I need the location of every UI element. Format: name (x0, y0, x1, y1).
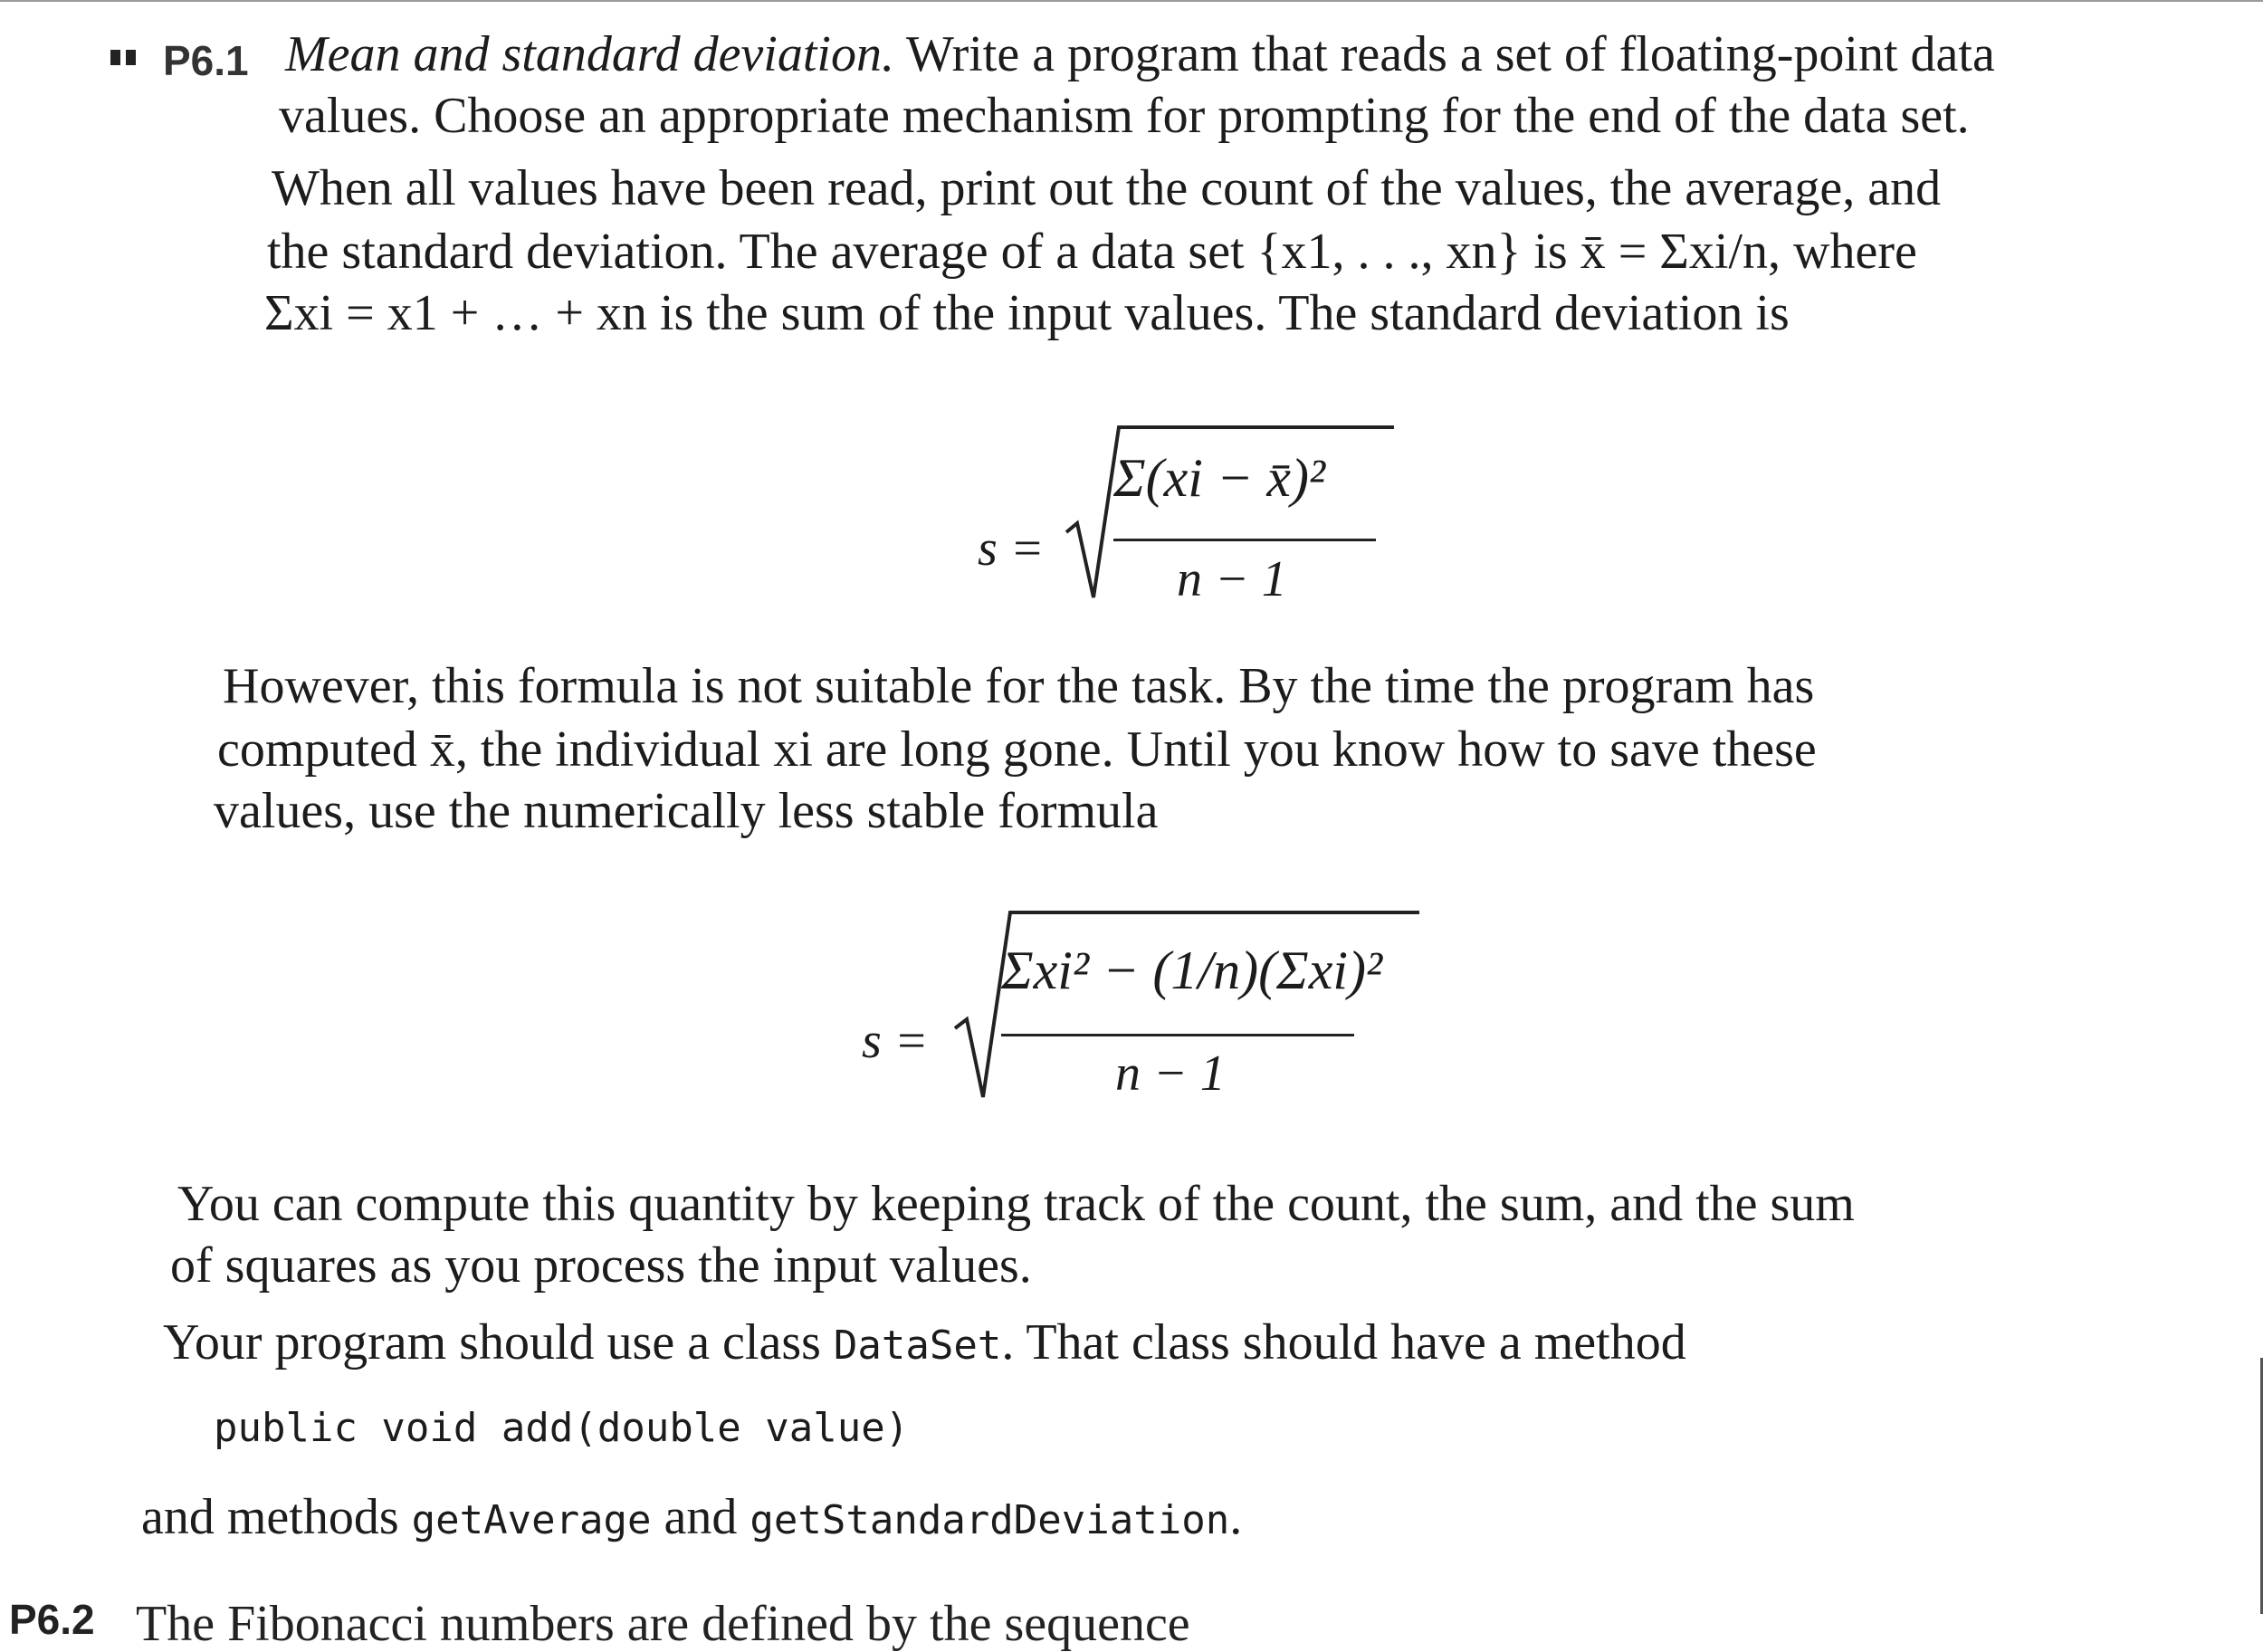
next-exercise-number: P6.2 (9, 1596, 95, 1643)
formula-2-fraction-bar (1001, 1034, 1354, 1036)
paragraph-3-line-3: values, use the numerically less stable formula (214, 783, 1159, 839)
std-dev-formula-1 (960, 416, 1430, 616)
paragraph-2-line-1: When all values have been read, print out the count of the values, the average, and (272, 160, 1942, 216)
paragraph-2-line-2: the standard deviation. The average of a data set {x1, . . ., xn} is x̄ = Σxi/n, where (267, 224, 1917, 280)
paragraph-6-and: and (664, 1489, 738, 1545)
std-dev-formula-2 (851, 896, 1430, 1113)
paragraph-6-end: . (1229, 1489, 1243, 1545)
formula-1-denominator: n − 1 (1177, 551, 1287, 607)
formula-2-denominator: n − 1 (1115, 1046, 1226, 1102)
exercise-number: P6.1 (163, 37, 249, 84)
paragraph-4-line-2: of squares as you process the input values. (170, 1237, 1032, 1294)
paragraph-2-line-3: Σxi = x1 + … + xn is the sum of the input values. The standard deviation is (264, 285, 1790, 341)
dataset-class-name: DataSet (833, 1323, 1002, 1369)
paragraph-4-line-1: You can compute this quantity by keeping track of the count, the sum, and the sum (177, 1176, 1855, 1232)
formula-2-lhs: s = (862, 1013, 929, 1069)
formula-1-numerator: Σ(xi − x̄)² (1113, 448, 1326, 508)
next-exercise-cutoff (0, 1596, 2263, 1652)
intro-line-1 (285, 26, 1995, 82)
exercise-title: Mean and standard deviation. (285, 26, 894, 82)
next-exercise-text: The Fibonacci numbers are defined by the sequence (136, 1596, 1190, 1652)
paragraph-3-line-2: computed x̄, the individual xi are long gone. Until you know how to save these (217, 721, 1817, 778)
intro-line-2: values. Choose an appropriate mechanism for prompting for the end of the data set. (279, 88, 1970, 144)
get-average-method: getAverage (411, 1497, 652, 1543)
formula-1-fraction-bar (1113, 539, 1376, 541)
paragraph-6 (141, 1489, 1243, 1545)
paragraph-5 (163, 1314, 1686, 1370)
paragraph-3-line-1: However, this formula is not suitable for the task. By the time the program has (223, 658, 1815, 714)
paragraph-5-text-post: . That class should have a method (1001, 1314, 1686, 1370)
paragraph-6-text-pre: and methods (141, 1489, 399, 1545)
intro-text-1: Write a program that reads a set of floating-point data (905, 26, 1995, 82)
get-standard-deviation-method: getStandardDeviation (750, 1497, 1230, 1543)
formula-2-numerator: Σxi² − (1/n)(Σxi)² (1001, 941, 1382, 1000)
formula-1-lhs: s = (978, 520, 1045, 577)
paragraph-5-text-pre: Your program should use a class (163, 1314, 821, 1370)
method-signature-code: public void add(double value) (214, 1405, 910, 1451)
difficulty-marker (110, 49, 141, 65)
